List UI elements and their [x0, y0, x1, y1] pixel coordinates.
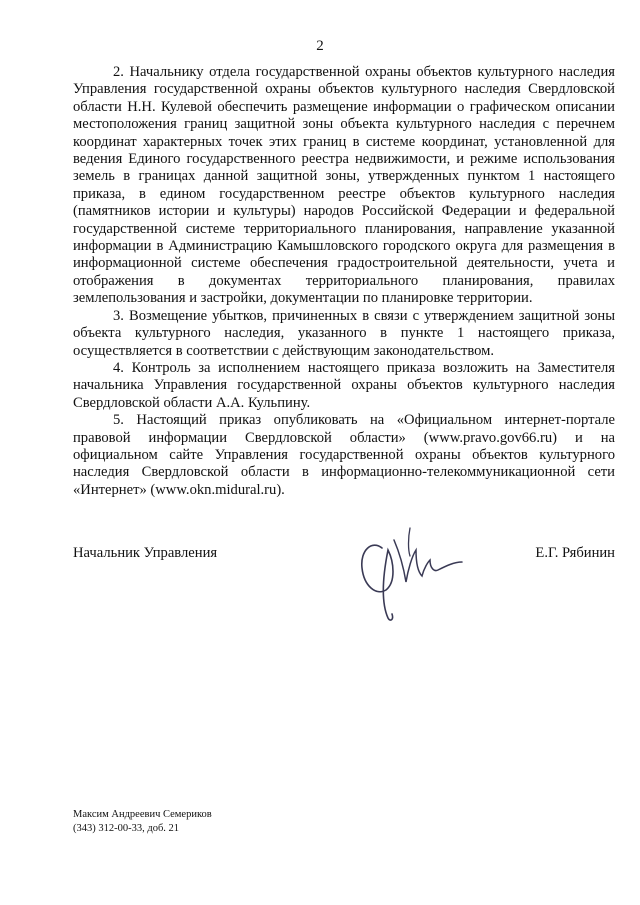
executor-phone: (343) 312-00-33, доб. 21 [73, 822, 180, 834]
executor-name: Максим Андреевич Семериков [73, 809, 212, 820]
paragraph-2: 2. Начальнику отдела государственной охраны объектов культурного наследия Управления государственной охраны объектов культурного наследия Свердловской области Н.Н. Кулевой обеспечить размещение информации о графическом описании местоположения границ защитной зоны объекта культурного наследия с перечнем координат характерных точек этих границ в системе координат, установленной для ведения Единого государственного реестра недвижимости, и режиме использования земель в границах данной защитной зоны, утвержденных пунктом 1 настоящего приказа, в едином государственном реестре объектов культурного наследия (памятников истории и культуры) народов Российской Федерации и федеральной государственной системе территориального планирования, направление указанной информации в Администрацию Камышловского городского округа для размещения в информационной системе обеспечения градостроительной деятельности, учета и отображения в документах территориального планирования, правилах землепользования и застройки, документации по планировке территории. [73, 64, 615, 307]
executor-info [73, 808, 212, 835]
signer-name: Е.Г. Рябинин [535, 545, 615, 561]
paragraph-4: 4. Контроль за исполнением настоящего приказа возложить на Заместителя начальника Управления государственной охраны объектов культурного наследия Свердловской области А.А. Кульпину. [73, 359, 615, 411]
page-number: 2 [316, 38, 324, 54]
handwritten-signature [350, 510, 470, 630]
signer-position: Начальник Управления [73, 545, 218, 561]
paragraph-5: 5. Настоящий приказ опубликовать на «Официальном интернет-портале правовой информации Свердловской области» (www.pravo.gov66.ru) и на официальном сайте Управления государственной охраны объектов культурного наследия Свердловской области в информационно-телекоммуникационной сети «Интернет» (www.okn.midural.ru). [73, 412, 615, 498]
paragraph-3: 3. Возмещение убытков, причиненных в связи с утверждением защитной зоны объекта культурного наследия, указанного в пункте 1 настоящего приказа, осуществляется в соответствии с действующим законодательством. [73, 307, 615, 359]
signature-block [73, 545, 615, 565]
document-body [73, 64, 615, 499]
